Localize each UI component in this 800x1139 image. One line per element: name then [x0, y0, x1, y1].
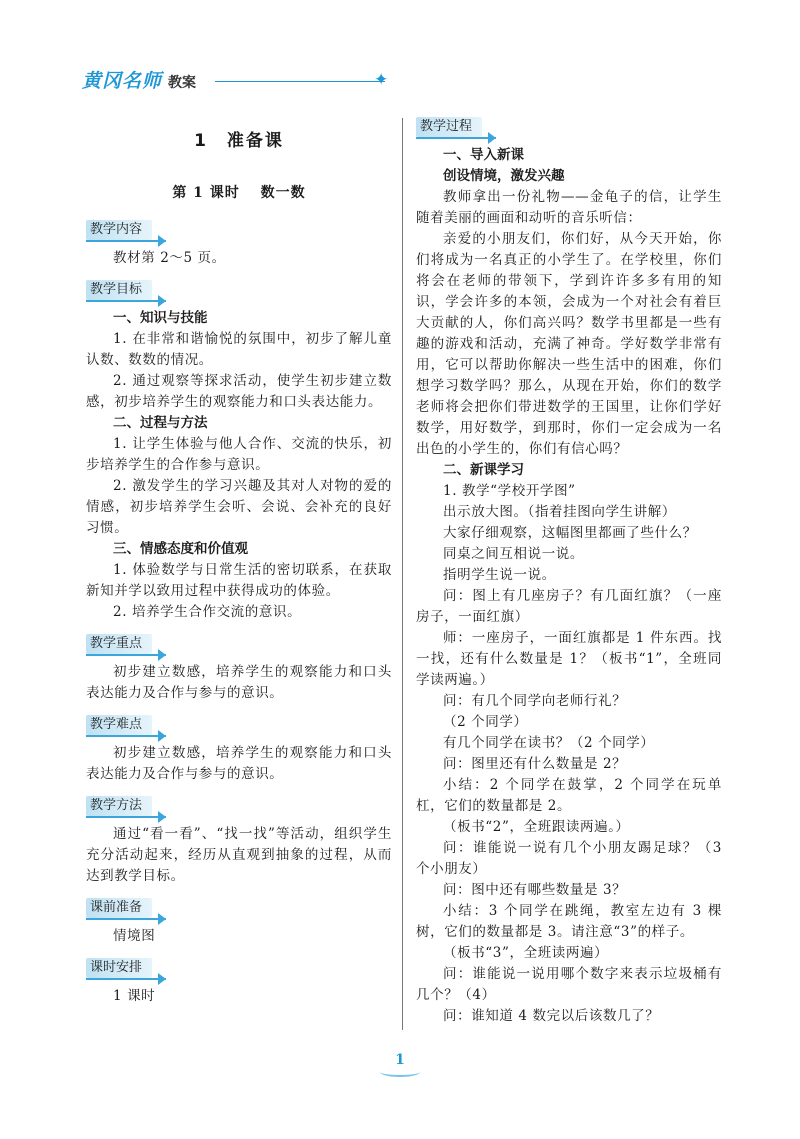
section-prep	[86, 896, 392, 947]
list-item: 问：图上有几座房子？有几面红旗？（一座房子，一面红旗）	[416, 588, 722, 625]
paragraph: 1. 在非常和谐愉悦的氛围中，初步了解儿童认数、数数的情况。	[86, 331, 392, 368]
section-tag: 教学目标	[86, 280, 152, 300]
section-difficulty	[86, 713, 392, 785]
paragraph: 初步建立数感，培养学生的观察能力和口头表达能力及合作与参与的意识。	[86, 745, 392, 782]
paragraph: 1 课时	[113, 988, 156, 1004]
section-tag: 教学重点	[86, 634, 152, 654]
page-number: 1	[395, 1052, 405, 1068]
subheading: 二、新课学习	[443, 462, 524, 478]
page-number-ornament	[380, 1067, 420, 1077]
list-item: 同桌之间互相说一说。	[443, 546, 584, 562]
sparkle-icon: ✦	[374, 70, 389, 90]
section-schedule	[86, 956, 392, 1007]
list-item: 出示放大图。（指着挂图向学生讲解）	[443, 504, 676, 520]
section-tag: 课前准备	[86, 898, 152, 918]
list-item: 小结：2 个同学在鼓掌，2 个同学在玩单杠，它们的数量都是 2。	[416, 777, 722, 814]
paragraph: 2. 激发学生的学习兴趣及其对人对物的爱的情感，初步培养学生会听、会说、会补充的良好习惯。	[86, 478, 392, 536]
section-key	[86, 632, 392, 704]
paragraph: 初步建立数感，培养学生的观察能力和口头表达能力及合作与参与的意识。	[86, 664, 392, 701]
right-column	[416, 115, 722, 1027]
paragraph: 情境图	[113, 928, 156, 944]
paragraph: 2. 培养学生合作交流的意识。	[113, 604, 302, 620]
section-tag: 课时安排	[86, 958, 152, 978]
list-item: 师：一座房子，一面红旗都是 1 件东西。找一找，还有什么数量是 1？（板书“1”，全班同学读两遍。）	[416, 630, 722, 688]
list-item: （2 个同学）	[443, 714, 528, 730]
list-item: 有几个同学在读书？（2 个同学）	[443, 735, 655, 751]
column-divider	[402, 118, 403, 1030]
brand-name: 黄冈名师	[82, 70, 163, 92]
left-column	[86, 120, 392, 1007]
lesson-title: 1 准备课	[194, 131, 284, 151]
section-tag: 教学内容	[86, 220, 152, 240]
list-item: 1. 教学“学校开学图”	[443, 483, 576, 499]
header-rule	[215, 81, 385, 82]
list-item: 小结：3 个同学在跳绳，教室左边有 3 棵树，它们的数量都是 3。请注意“3”的样子。	[416, 903, 722, 940]
list-item: 指明学生说一说。	[443, 567, 556, 583]
letter-paragraph: 亲爱的小朋友们，你们好，从今天开始，你们将成为一名真正的小学生了。在学校里，你们将会在老师的带领下，学到许许多多有用的知识，学会许多的本领，会成为一个对社会有着巨大贡献的人，你们高兴吗？数学书里都是一些有趣的游戏和活动，充满了神奇。学好数学非常有用，它可以帮助你解决一些生活中的困难，你们想学习数学吗？那么，从现在开始，你们的数学老师将会把你们带进数学的王国里，让你们学好数学，用好数学，到那时，你们一定会成为一名出色的小学生的，你们有信心吗？	[416, 231, 722, 457]
list-item: 问：谁能说一说有几个小朋友踢足球？（3 个小朋友）	[416, 840, 722, 877]
list-item: 问：谁知道 4 数完以后该数几了？	[443, 1008, 660, 1024]
paragraph: 1. 让学生体验与他人合作、交流的快乐，初步培养学生的合作参与意识。	[86, 436, 392, 473]
paragraph: 教材第 2～5 页。	[113, 250, 226, 266]
section-tag: 教学难点	[86, 715, 152, 735]
section-tag: 教学过程	[416, 117, 482, 137]
brand-subtitle: 教案	[168, 75, 197, 91]
lesson-subtitle: 第 1 课时 数一数	[172, 185, 306, 201]
paragraph: 1. 体验数学与日常生活的密切联系，在获取新知并学以致用过程中获得成功的体验。	[86, 562, 392, 599]
subheading: 三、情感态度和价值观	[113, 541, 248, 557]
list-item: （板书“2”，全班跟读两遍。）	[443, 819, 630, 835]
paragraph: 2. 通过观察等探求活动，使学生初步建立数感，初步培养学生的观察能力和口头表达能力。	[86, 373, 392, 410]
section-tag: 教学方法	[86, 796, 152, 816]
list-item: 大家仔细观察，这幅图里都画了些什么？	[443, 525, 697, 541]
subheading: 创设情境，激发兴趣	[443, 168, 565, 184]
section-goals	[86, 278, 392, 623]
subheading: 一、知识与技能	[113, 310, 208, 326]
list-item: （板书“3”，全班读两遍）	[443, 945, 609, 961]
paragraph: 教师拿出一份礼物——金龟子的信，让学生随着美丽的画面和动听的音乐听信：	[416, 189, 722, 226]
list-item: 问：图里还有什么数量是 2？	[443, 756, 627, 772]
subheading: 二、过程与方法	[113, 415, 208, 431]
section-content	[86, 218, 392, 269]
list-item: 问：图中还有哪些数量是 3？	[443, 882, 627, 898]
paragraph: 通过“看一看”、“找一找”等活动，组织学生充分活动起来，经历从直观到抽象的过程，从而达到教学目标。	[86, 826, 392, 884]
list-item: 问：谁能说一说用哪个数字来表示垃圾桶有几个？（4）	[416, 966, 722, 1003]
list-item: 问：有几个同学向老师行礼？	[443, 693, 627, 709]
section-method	[86, 794, 392, 887]
subheading: 一、导入新课	[443, 147, 524, 163]
brand-logo	[82, 66, 196, 93]
